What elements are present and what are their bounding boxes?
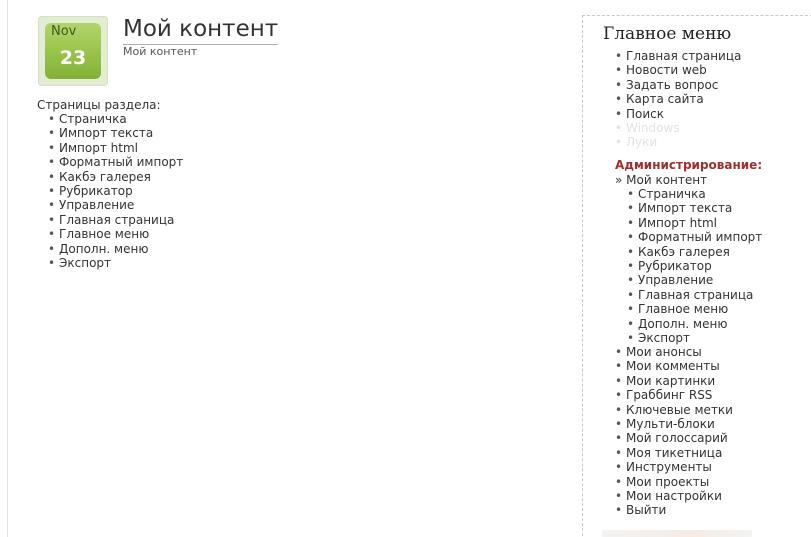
- menu-item-sitemap[interactable]: • Карта сайта: [626, 92, 741, 106]
- admin-item-settings[interactable]: • Мои настройки: [626, 489, 733, 503]
- admin-sub-html-import[interactable]: • Импорт html: [638, 216, 762, 230]
- section-link-main-menu[interactable]: • Главное меню: [59, 227, 183, 241]
- admin-sub-home-page[interactable]: • Главная страница: [638, 288, 762, 302]
- admin-item-glossary[interactable]: • Мой голоссарий: [626, 431, 733, 445]
- date-month: Nov: [51, 24, 77, 39]
- section-link-rubricator[interactable]: • Рубрикатор: [59, 184, 183, 198]
- admin-item-announcements[interactable]: • Мои анонсы: [626, 345, 733, 359]
- section-link-gallery[interactable]: • Какбэ галерея: [59, 170, 183, 184]
- menu-item-ask-question[interactable]: • Задать вопрос: [626, 78, 741, 92]
- section-link-home-page[interactable]: • Главная страница: [59, 213, 183, 227]
- menu-item-windows[interactable]: • Windows: [626, 121, 741, 135]
- section-heading: Страницы раздела:: [37, 98, 161, 112]
- sidebar-title: Главное меню: [603, 24, 732, 44]
- admin-sub-main-menu[interactable]: • Главное меню: [638, 302, 762, 316]
- date-badge: [38, 16, 108, 86]
- sidebar: [582, 15, 811, 537]
- date-day: 23: [59, 47, 87, 69]
- menu-item-news[interactable]: • Новости web: [626, 63, 741, 77]
- bottom-strip: [602, 530, 752, 537]
- admin-item-projects[interactable]: • Мои проекты: [626, 475, 733, 489]
- calendar-icon: [45, 23, 101, 79]
- admin-current-item[interactable]: » Мой контент: [615, 173, 708, 187]
- admin-item-tags[interactable]: • Ключевые метки: [626, 403, 733, 417]
- admin-menu-list: [626, 345, 733, 518]
- admin-item-tools[interactable]: • Инструменты: [626, 460, 733, 474]
- admin-item-rss-grabbing[interactable]: • Граббинг RSS: [626, 388, 733, 402]
- admin-sub-export[interactable]: • Экспорт: [638, 331, 762, 345]
- section-link-text-import[interactable]: • Импорт текста: [59, 126, 183, 140]
- section-link-management[interactable]: • Управление: [59, 198, 183, 212]
- breadcrumb: Мой контент: [123, 45, 198, 58]
- left-border: [7, 0, 8, 537]
- section-link-page[interactable]: • Страничка: [59, 112, 183, 126]
- admin-sub-page[interactable]: • Страничка: [638, 187, 762, 201]
- main-menu-list: [626, 49, 741, 150]
- section-pages: [37, 98, 183, 270]
- section-link-format-import[interactable]: • Форматный импорт: [59, 155, 183, 169]
- admin-sub-extra-menu[interactable]: • Дополн. меню: [638, 317, 762, 331]
- section-link-html-import[interactable]: • Импорт html: [59, 141, 183, 155]
- admin-sub-gallery[interactable]: • Какбэ галерея: [638, 245, 762, 259]
- admin-item-logout[interactable]: • Выйти: [626, 503, 733, 517]
- admin-item-tickets[interactable]: • Моя тикетница: [626, 446, 733, 460]
- section-list: [37, 112, 183, 270]
- admin-sub-management[interactable]: • Управление: [638, 273, 762, 287]
- admin-sub-text-import[interactable]: • Импорт текста: [638, 201, 762, 215]
- menu-item-home[interactable]: • Главная страница: [626, 49, 741, 63]
- admin-sub-format-import[interactable]: • Форматный импорт: [638, 230, 762, 244]
- admin-item-images[interactable]: • Мои картинки: [626, 374, 733, 388]
- menu-item-faded[interactable]: • Луки: [626, 135, 741, 149]
- admin-submenu: [638, 187, 762, 345]
- admin-sub-rubricator[interactable]: • Рубрикатор: [638, 259, 762, 273]
- section-link-extra-menu[interactable]: • Дополн. меню: [59, 242, 183, 256]
- admin-heading: Администрирование:: [615, 158, 763, 172]
- section-link-export[interactable]: • Экспорт: [59, 256, 183, 270]
- admin-item-multiblocks[interactable]: • Мульти-блоки: [626, 417, 733, 431]
- admin-item-comments[interactable]: • Мои комменты: [626, 359, 733, 373]
- page-title[interactable]: Мой контент: [123, 16, 278, 45]
- menu-item-search[interactable]: • Поиск: [626, 107, 741, 121]
